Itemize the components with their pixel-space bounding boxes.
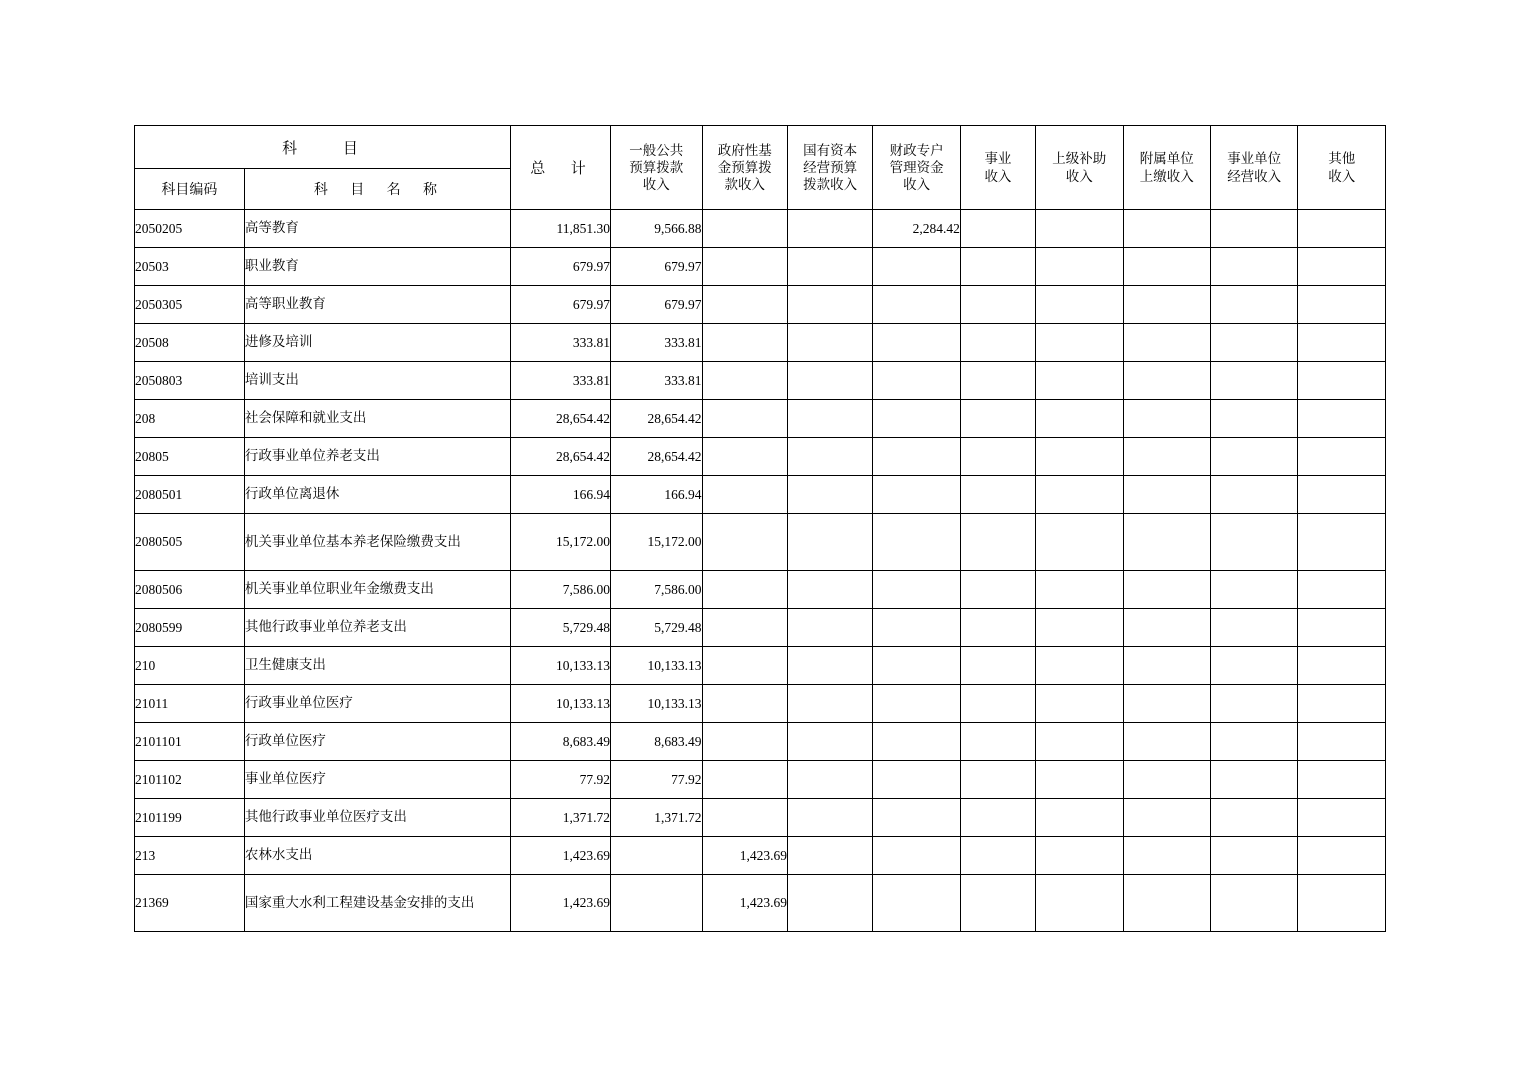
header-col-business-income xyxy=(960,126,1035,210)
cell-subject-name: 其他行政事业单位养老支出 xyxy=(244,609,510,647)
cell-total: 11,851.30 xyxy=(511,210,611,248)
cell-gov-fund xyxy=(702,609,787,647)
header-col-gov-fund xyxy=(702,126,787,210)
header-line: 经营收入 xyxy=(1227,168,1282,184)
header-line: 收入 xyxy=(984,168,1012,184)
cell-business-income xyxy=(960,400,1035,438)
cell-other-income xyxy=(1298,476,1386,514)
cell-business-income xyxy=(960,476,1035,514)
cell-fiscal-account xyxy=(873,571,960,609)
cell-subject-name: 培训支出 xyxy=(244,362,510,400)
table-row xyxy=(135,723,1386,761)
cell-gov-fund xyxy=(702,286,787,324)
cell-superior-subsidy xyxy=(1036,571,1123,609)
cell-subject-name: 农林水支出 xyxy=(244,837,510,875)
table-row xyxy=(135,647,1386,685)
cell-superior-subsidy xyxy=(1036,210,1123,248)
cell-fiscal-account xyxy=(873,286,960,324)
cell-superior-subsidy xyxy=(1036,514,1123,571)
cell-state-capital xyxy=(787,400,872,438)
cell-business-operating xyxy=(1210,647,1297,685)
table-header xyxy=(135,126,1386,210)
table-row xyxy=(135,761,1386,799)
cell-subordinate-payment xyxy=(1123,761,1210,799)
table-row xyxy=(135,514,1386,571)
cell-fiscal-account xyxy=(873,324,960,362)
cell-subject-name: 机关事业单位职业年金缴费支出 xyxy=(244,571,510,609)
cell-other-income xyxy=(1298,723,1386,761)
cell-fiscal-account xyxy=(873,685,960,723)
cell-business-operating xyxy=(1210,476,1297,514)
cell-business-operating xyxy=(1210,438,1297,476)
table-row xyxy=(135,362,1386,400)
header-col-other-income xyxy=(1298,126,1386,210)
cell-total: 1,423.69 xyxy=(511,837,611,875)
cell-gov-fund xyxy=(702,514,787,571)
cell-state-capital xyxy=(787,438,872,476)
cell-subordinate-payment xyxy=(1123,685,1210,723)
cell-total: 679.97 xyxy=(511,248,611,286)
cell-total: 8,683.49 xyxy=(511,723,611,761)
cell-other-income xyxy=(1298,400,1386,438)
cell-business-income xyxy=(960,571,1035,609)
cell-subject-code: 2050803 xyxy=(135,362,245,400)
header-line: 上缴收入 xyxy=(1139,168,1194,184)
cell-subordinate-payment xyxy=(1123,438,1210,476)
cell-general-public: 15,172.00 xyxy=(610,514,702,571)
cell-total: 77.92 xyxy=(511,761,611,799)
cell-subordinate-payment xyxy=(1123,647,1210,685)
cell-gov-fund xyxy=(702,248,787,286)
cell-business-operating xyxy=(1210,723,1297,761)
cell-business-operating xyxy=(1210,362,1297,400)
cell-fiscal-account xyxy=(873,875,960,932)
cell-fiscal-account xyxy=(873,723,960,761)
cell-total: 15,172.00 xyxy=(511,514,611,571)
header-col-general-public xyxy=(610,126,702,210)
cell-subject-code: 2080506 xyxy=(135,571,245,609)
cell-state-capital xyxy=(787,248,872,286)
cell-fiscal-account xyxy=(873,761,960,799)
cell-subordinate-payment xyxy=(1123,837,1210,875)
cell-gov-fund xyxy=(702,799,787,837)
header-line: 收入 xyxy=(903,177,931,193)
cell-state-capital xyxy=(787,685,872,723)
cell-state-capital xyxy=(787,324,872,362)
cell-business-income xyxy=(960,362,1035,400)
cell-total: 5,729.48 xyxy=(511,609,611,647)
cell-state-capital xyxy=(787,476,872,514)
cell-superior-subsidy xyxy=(1036,685,1123,723)
cell-other-income xyxy=(1298,761,1386,799)
cell-total: 1,423.69 xyxy=(511,875,611,932)
cell-state-capital xyxy=(787,875,872,932)
cell-state-capital xyxy=(787,362,872,400)
cell-general-public: 9,566.88 xyxy=(610,210,702,248)
cell-business-operating xyxy=(1210,875,1297,932)
header-line: 上级补助 xyxy=(1052,151,1107,167)
table-row xyxy=(135,248,1386,286)
cell-state-capital xyxy=(787,286,872,324)
cell-subordinate-payment xyxy=(1123,362,1210,400)
cell-gov-fund: 1,423.69 xyxy=(702,837,787,875)
cell-superior-subsidy xyxy=(1036,837,1123,875)
cell-state-capital xyxy=(787,761,872,799)
cell-gov-fund xyxy=(702,723,787,761)
header-line: 拨款收入 xyxy=(803,177,858,193)
cell-superior-subsidy xyxy=(1036,438,1123,476)
cell-business-operating xyxy=(1210,799,1297,837)
cell-subject-name: 高等职业教育 xyxy=(244,286,510,324)
table-row xyxy=(135,875,1386,932)
cell-subject-name: 机关事业单位基本养老保险缴费支出 xyxy=(244,514,510,571)
cell-subject-name: 行政单位离退休 xyxy=(244,476,510,514)
cell-general-public: 28,654.42 xyxy=(610,400,702,438)
header-line: 经营预算 xyxy=(803,159,858,175)
cell-subject-name: 国家重大水利工程建设基金安排的支出 xyxy=(244,875,510,932)
cell-other-income xyxy=(1298,324,1386,362)
cell-general-public: 8,683.49 xyxy=(610,723,702,761)
cell-subject-code: 20503 xyxy=(135,248,245,286)
cell-other-income xyxy=(1298,286,1386,324)
cell-subordinate-payment xyxy=(1123,571,1210,609)
header-line: 款收入 xyxy=(724,177,765,193)
cell-total: 333.81 xyxy=(511,362,611,400)
cell-state-capital xyxy=(787,799,872,837)
cell-business-operating xyxy=(1210,685,1297,723)
header-line: 预算拨款 xyxy=(629,159,684,175)
header-line: 事业 xyxy=(984,151,1012,167)
cell-subject-code: 2080599 xyxy=(135,609,245,647)
cell-business-income xyxy=(960,685,1035,723)
header-col-business-operating xyxy=(1210,126,1297,210)
table-row xyxy=(135,210,1386,248)
cell-business-income xyxy=(960,609,1035,647)
cell-other-income xyxy=(1298,438,1386,476)
cell-subject-code: 2050205 xyxy=(135,210,245,248)
cell-subject-name: 社会保障和就业支出 xyxy=(244,400,510,438)
cell-general-public xyxy=(610,875,702,932)
cell-business-operating xyxy=(1210,210,1297,248)
cell-gov-fund xyxy=(702,324,787,362)
cell-general-public: 1,371.72 xyxy=(610,799,702,837)
cell-general-public: 77.92 xyxy=(610,761,702,799)
cell-subject-code: 21369 xyxy=(135,875,245,932)
cell-subordinate-payment xyxy=(1123,476,1210,514)
cell-fiscal-account xyxy=(873,609,960,647)
cell-business-income xyxy=(960,647,1035,685)
cell-superior-subsidy xyxy=(1036,609,1123,647)
cell-total: 166.94 xyxy=(511,476,611,514)
cell-subject-code: 2101101 xyxy=(135,723,245,761)
cell-total: 10,133.13 xyxy=(511,685,611,723)
cell-business-operating xyxy=(1210,514,1297,571)
cell-fiscal-account xyxy=(873,799,960,837)
cell-superior-subsidy xyxy=(1036,723,1123,761)
cell-other-income xyxy=(1298,609,1386,647)
cell-business-operating xyxy=(1210,609,1297,647)
cell-subordinate-payment xyxy=(1123,248,1210,286)
cell-gov-fund xyxy=(702,438,787,476)
cell-subject-code: 2080501 xyxy=(135,476,245,514)
header-line: 金预算拨 xyxy=(717,159,772,175)
cell-state-capital xyxy=(787,514,872,571)
cell-business-income xyxy=(960,514,1035,571)
header-line: 其他 xyxy=(1328,151,1356,167)
cell-fiscal-account: 2,284.42 xyxy=(873,210,960,248)
cell-business-operating xyxy=(1210,286,1297,324)
cell-superior-subsidy xyxy=(1036,362,1123,400)
cell-business-income xyxy=(960,761,1035,799)
cell-state-capital xyxy=(787,647,872,685)
cell-state-capital xyxy=(787,210,872,248)
cell-other-income xyxy=(1298,362,1386,400)
table-row xyxy=(135,685,1386,723)
cell-subject-code: 213 xyxy=(135,837,245,875)
cell-subject-name: 卫生健康支出 xyxy=(244,647,510,685)
cell-subject-name: 其他行政事业单位医疗支出 xyxy=(244,799,510,837)
cell-general-public: 10,133.13 xyxy=(610,685,702,723)
cell-gov-fund xyxy=(702,761,787,799)
cell-subject-code: 210 xyxy=(135,647,245,685)
table-row xyxy=(135,286,1386,324)
table-row xyxy=(135,799,1386,837)
cell-general-public: 7,586.00 xyxy=(610,571,702,609)
header-line: 收入 xyxy=(1065,168,1093,184)
cell-gov-fund: 1,423.69 xyxy=(702,875,787,932)
cell-subject-name: 行政事业单位医疗 xyxy=(244,685,510,723)
cell-fiscal-account xyxy=(873,438,960,476)
cell-superior-subsidy xyxy=(1036,248,1123,286)
header-col-total: 总 计 xyxy=(511,126,611,210)
cell-total: 28,654.42 xyxy=(511,400,611,438)
cell-subject-name: 行政单位医疗 xyxy=(244,723,510,761)
cell-total: 7,586.00 xyxy=(511,571,611,609)
cell-state-capital xyxy=(787,609,872,647)
table-row xyxy=(135,476,1386,514)
cell-subordinate-payment xyxy=(1123,400,1210,438)
cell-business-income xyxy=(960,286,1035,324)
cell-superior-subsidy xyxy=(1036,799,1123,837)
table-row xyxy=(135,609,1386,647)
cell-business-operating xyxy=(1210,571,1297,609)
cell-fiscal-account xyxy=(873,837,960,875)
cell-business-operating xyxy=(1210,761,1297,799)
cell-business-income xyxy=(960,438,1035,476)
cell-subject-name: 职业教育 xyxy=(244,248,510,286)
cell-business-income xyxy=(960,210,1035,248)
cell-subject-name: 高等教育 xyxy=(244,210,510,248)
header-col-subordinate-payment xyxy=(1123,126,1210,210)
cell-subject-code: 2101102 xyxy=(135,761,245,799)
cell-fiscal-account xyxy=(873,647,960,685)
header-row-1 xyxy=(135,126,1386,169)
budget-table-container xyxy=(134,125,1386,932)
header-line: 管理资金 xyxy=(889,159,944,175)
header-col-state-capital xyxy=(787,126,872,210)
cell-gov-fund xyxy=(702,210,787,248)
cell-total: 679.97 xyxy=(511,286,611,324)
cell-subordinate-payment xyxy=(1123,210,1210,248)
cell-superior-subsidy xyxy=(1036,400,1123,438)
header-line: 政府性基 xyxy=(717,142,772,158)
cell-general-public: 166.94 xyxy=(610,476,702,514)
table-row xyxy=(135,837,1386,875)
cell-business-income xyxy=(960,248,1035,286)
cell-general-public: 679.97 xyxy=(610,248,702,286)
cell-fiscal-account xyxy=(873,362,960,400)
header-line: 财政专户 xyxy=(889,142,944,158)
cell-superior-subsidy xyxy=(1036,324,1123,362)
cell-subject-code: 2050305 xyxy=(135,286,245,324)
cell-other-income xyxy=(1298,514,1386,571)
cell-subordinate-payment xyxy=(1123,324,1210,362)
cell-subordinate-payment xyxy=(1123,723,1210,761)
cell-general-public: 333.81 xyxy=(610,362,702,400)
cell-general-public: 333.81 xyxy=(610,324,702,362)
header-col-fiscal-account xyxy=(873,126,960,210)
header-line: 收入 xyxy=(642,177,670,193)
cell-fiscal-account xyxy=(873,476,960,514)
cell-business-income xyxy=(960,837,1035,875)
cell-total: 1,371.72 xyxy=(511,799,611,837)
cell-other-income xyxy=(1298,685,1386,723)
header-line: 国有资本 xyxy=(803,142,858,158)
table-row xyxy=(135,324,1386,362)
cell-business-operating xyxy=(1210,837,1297,875)
cell-business-operating xyxy=(1210,400,1297,438)
cell-total: 10,133.13 xyxy=(511,647,611,685)
header-line: 事业单位 xyxy=(1227,151,1282,167)
cell-general-public: 5,729.48 xyxy=(610,609,702,647)
cell-gov-fund xyxy=(702,476,787,514)
cell-subject-code: 20508 xyxy=(135,324,245,362)
cell-gov-fund xyxy=(702,571,787,609)
cell-subject-name: 事业单位医疗 xyxy=(244,761,510,799)
budget-table xyxy=(134,125,1386,932)
cell-gov-fund xyxy=(702,647,787,685)
cell-superior-subsidy xyxy=(1036,286,1123,324)
cell-superior-subsidy xyxy=(1036,476,1123,514)
cell-business-income xyxy=(960,723,1035,761)
cell-superior-subsidy xyxy=(1036,647,1123,685)
cell-superior-subsidy xyxy=(1036,761,1123,799)
cell-subject-name: 行政事业单位养老支出 xyxy=(244,438,510,476)
cell-total: 333.81 xyxy=(511,324,611,362)
cell-fiscal-account xyxy=(873,400,960,438)
cell-subordinate-payment xyxy=(1123,514,1210,571)
cell-business-operating xyxy=(1210,324,1297,362)
cell-total: 28,654.42 xyxy=(511,438,611,476)
cell-fiscal-account xyxy=(873,248,960,286)
header-subject-name: 科 目 名 称 xyxy=(244,169,510,210)
cell-business-income xyxy=(960,324,1035,362)
cell-state-capital xyxy=(787,723,872,761)
header-line: 一般公共 xyxy=(629,142,684,158)
cell-gov-fund xyxy=(702,685,787,723)
cell-superior-subsidy xyxy=(1036,875,1123,932)
cell-general-public: 28,654.42 xyxy=(610,438,702,476)
header-subject-code: 科目编码 xyxy=(135,169,245,210)
table-row xyxy=(135,571,1386,609)
cell-gov-fund xyxy=(702,400,787,438)
cell-subordinate-payment xyxy=(1123,799,1210,837)
table-row xyxy=(135,438,1386,476)
cell-subordinate-payment xyxy=(1123,875,1210,932)
cell-other-income xyxy=(1298,571,1386,609)
cell-other-income xyxy=(1298,210,1386,248)
cell-subject-code: 2101199 xyxy=(135,799,245,837)
cell-gov-fund xyxy=(702,362,787,400)
cell-subject-code: 20805 xyxy=(135,438,245,476)
cell-subject-code: 208 xyxy=(135,400,245,438)
cell-other-income xyxy=(1298,248,1386,286)
cell-fiscal-account xyxy=(873,514,960,571)
cell-other-income xyxy=(1298,647,1386,685)
cell-state-capital xyxy=(787,571,872,609)
cell-other-income xyxy=(1298,875,1386,932)
cell-general-public xyxy=(610,837,702,875)
cell-subordinate-payment xyxy=(1123,609,1210,647)
cell-business-income xyxy=(960,799,1035,837)
table-row xyxy=(135,400,1386,438)
cell-general-public: 679.97 xyxy=(610,286,702,324)
cell-subject-code: 21011 xyxy=(135,685,245,723)
header-col-superior-subsidy xyxy=(1036,126,1123,210)
header-subject-group: 科 目 xyxy=(135,126,511,169)
cell-business-operating xyxy=(1210,248,1297,286)
cell-general-public: 10,133.13 xyxy=(610,647,702,685)
cell-business-income xyxy=(960,875,1035,932)
header-line: 收入 xyxy=(1328,168,1356,184)
table-body xyxy=(135,210,1386,932)
header-line: 附属单位 xyxy=(1139,151,1194,167)
cell-other-income xyxy=(1298,837,1386,875)
cell-subject-name: 进修及培训 xyxy=(244,324,510,362)
cell-subordinate-payment xyxy=(1123,286,1210,324)
cell-subject-code: 2080505 xyxy=(135,514,245,571)
cell-state-capital xyxy=(787,837,872,875)
cell-other-income xyxy=(1298,799,1386,837)
